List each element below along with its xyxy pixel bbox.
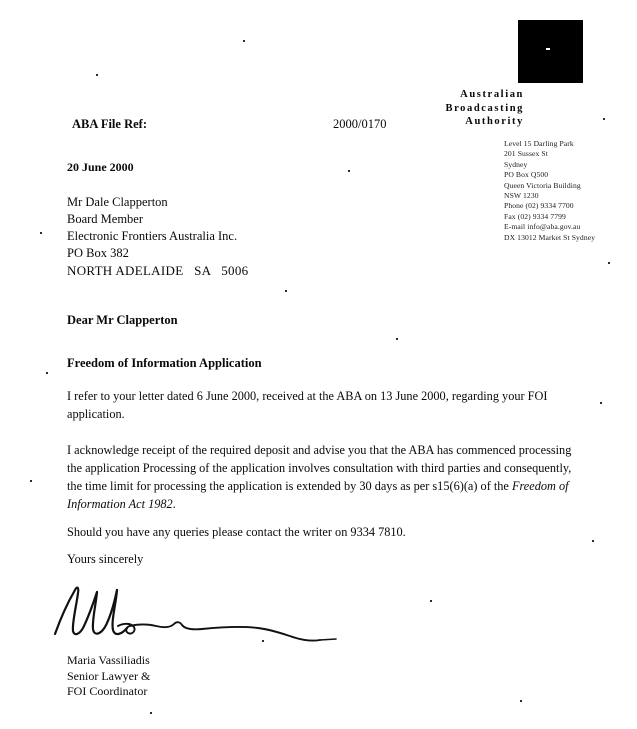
address-dx: DX 13012 Market St Sydney bbox=[504, 232, 596, 242]
address-line-4: PO Box Q500 bbox=[504, 170, 549, 180]
recipient-address bbox=[67, 194, 248, 279]
address-line-2: 201 Sussex St bbox=[504, 149, 548, 159]
scan-speckle bbox=[30, 480, 32, 482]
organisation-line-2: Broadcasting bbox=[445, 102, 524, 114]
salutation: Dear Mr Clapperton bbox=[67, 313, 178, 327]
scan-speckle bbox=[46, 372, 48, 374]
address-line-5: Queen Victoria Building bbox=[504, 180, 581, 190]
organisation-line-1: Australian bbox=[460, 89, 524, 100]
body-paragraph-3: Should you have any queries please contact the writer on 9334 7810. bbox=[67, 525, 406, 539]
recipient-po-box: PO Box 382 bbox=[67, 246, 129, 260]
letterhead-address bbox=[504, 139, 637, 243]
aba-logo-icon bbox=[518, 20, 583, 83]
organisation-line-3: Authority bbox=[465, 116, 524, 127]
scan-speckle bbox=[285, 290, 287, 292]
address-line-1: Level 15 Darling Park bbox=[504, 139, 574, 148]
closing-salutation: Yours sincerely bbox=[67, 552, 144, 566]
scan-speckle bbox=[96, 74, 98, 76]
recipient-organisation: Electronic Frontiers Australia Inc. bbox=[67, 229, 238, 243]
recipient-city-state-postcode: NORTH ADELAIDE SA 5006 bbox=[67, 263, 249, 278]
scan-speckle bbox=[600, 402, 602, 404]
paragraph-2-end: . bbox=[172, 497, 176, 511]
address-line-6: NSW 1230 bbox=[504, 191, 539, 201]
scan-speckle bbox=[520, 700, 522, 702]
file-reference-value: 2000/0170 bbox=[333, 117, 387, 131]
scan-speckle bbox=[608, 262, 610, 264]
handwritten-signature bbox=[52, 578, 352, 646]
file-reference-label: ABA File Ref: bbox=[72, 117, 147, 131]
scan-speckle bbox=[592, 540, 594, 542]
signer-name: Maria Vassiliadis bbox=[67, 653, 150, 667]
address-line-3: Sydney bbox=[504, 159, 528, 169]
scan-speckle bbox=[243, 40, 245, 42]
signer-details bbox=[67, 653, 150, 700]
recipient-title: Board Member bbox=[67, 212, 144, 226]
paragraph-2-text: I acknowledge receipt of the required deposit and advise you that the ABA has commenced processing the application Processing of the application involves consultation with third parties and consequently, the time limit for processing the application is extended by 30 days as per s15(6)(a) of the bbox=[67, 443, 572, 493]
body-paragraph-2 bbox=[67, 441, 572, 513]
scan-speckle bbox=[150, 712, 152, 714]
act-citation: Freedom of Information Act 1982 bbox=[67, 479, 569, 511]
scan-speckle bbox=[348, 170, 350, 172]
scan-speckle bbox=[262, 640, 264, 642]
signer-title-2: FOI Coordinator bbox=[67, 684, 148, 698]
scan-speckle bbox=[603, 118, 605, 120]
signer-title-1: Senior Lawyer & bbox=[67, 668, 151, 683]
address-email: E-mail info@aba.gov.au bbox=[504, 222, 581, 232]
address-phone: Phone (02) 9334 7700 bbox=[504, 201, 574, 211]
recipient-name: Mr Dale Clapperton bbox=[67, 195, 168, 209]
letter-date: 20 June 2000 bbox=[67, 160, 134, 174]
subject-heading: Freedom of Information Application bbox=[67, 356, 262, 370]
scan-speckle bbox=[396, 338, 398, 340]
scan-speckle bbox=[430, 600, 432, 602]
address-fax: Fax (02) 9334 7799 bbox=[504, 211, 566, 221]
body-paragraph-1: I refer to your letter dated 6 June 2000, received at the ABA on 13 June 2000, regarding your FOI application. bbox=[67, 389, 548, 421]
scan-speckle bbox=[40, 232, 42, 234]
logo-scan-artifact bbox=[546, 48, 550, 50]
